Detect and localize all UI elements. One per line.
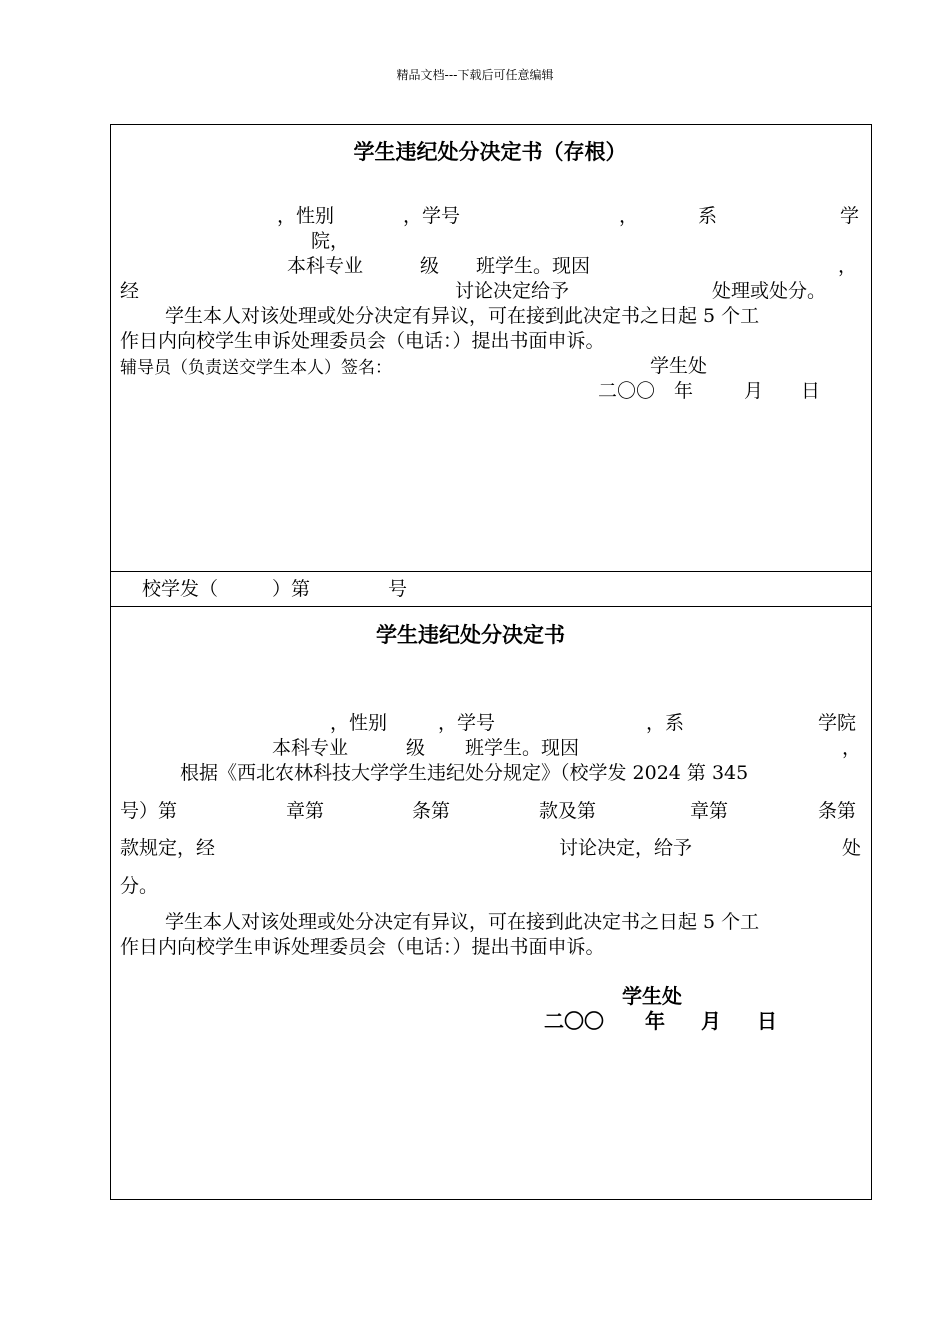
decision-article-f: 条第 [818, 800, 857, 822]
decision-regulation-line: 根据《西北农林科技大学学生违纪处分规定》（校学发 2024 第 345 [180, 762, 749, 784]
decision-appeal-line2: 作日内向校学生申诉处理委员会（电话：）提出书面申诉。 [120, 936, 605, 958]
docno-prefix: 校学发（ [142, 578, 219, 600]
decision-class-label: 班学生。现因 [465, 737, 580, 759]
decision-date-month: 月 [701, 1009, 721, 1033]
stub-title: 学生违纪处分决定书（存根） [353, 140, 627, 164]
stub-date-month: 月 [744, 380, 764, 402]
decision-date-year: 二〇〇 [544, 1009, 604, 1033]
stub-comma: ， [619, 205, 639, 227]
stub-date-year: 二〇〇 年 [598, 380, 694, 402]
decision-fen: 分。 [120, 875, 159, 897]
decision-comma: ， [842, 737, 862, 759]
decision-rule-a: 款规定，经 [120, 837, 216, 859]
stub-id-label: ，学号 [403, 205, 461, 227]
divider-stub-bottom [111, 571, 871, 572]
decision-rule-c: 处 [842, 837, 862, 859]
stub-discuss: 讨论决定给予 [455, 280, 570, 302]
decision-office: 学生处 [622, 984, 682, 1008]
stub-major-label: 本科专业 [287, 255, 364, 277]
stub-yuan: 院， [311, 230, 350, 252]
stub-xue: 学 [840, 205, 860, 227]
stub-jing: 经 [120, 280, 140, 302]
decision-grade-label: 级 [406, 737, 426, 759]
decision-article-c: 条第 [412, 800, 451, 822]
stub-comma-2: ， [838, 255, 858, 277]
docno-mid: ）第 [272, 578, 311, 600]
stub-appeal-line2: 作日内向校学生申诉处理委员会（电话：）提出书面申诉。 [120, 330, 605, 352]
decision-date-nian: 年 [645, 1009, 665, 1033]
decision-id-label: ，学号 [438, 712, 496, 734]
decision-article-a: 号）第 [120, 800, 178, 822]
decision-major-label: 本科专业 [272, 737, 349, 759]
stub-date-day: 日 [801, 380, 821, 402]
stub-appeal-line1: 学生本人对该处理或处分决定有异议，可在接到此决定书之日起 5 个工 [165, 305, 760, 327]
stub-counselor-signature: 辅导员（负责送交学生本人）签名： [120, 358, 392, 378]
stub-office: 学生处 [650, 355, 708, 377]
page-header-note: 精品文档---下载后可任意编辑 [396, 68, 554, 82]
stub-class-label: 班学生。现因 [476, 255, 591, 277]
docno-suffix: 号 [388, 578, 408, 600]
stub-dept-label: 系 [698, 205, 718, 227]
decision-gender-label: ，性别 [330, 712, 388, 734]
decision-article-e: 章第 [690, 800, 729, 822]
decision-appeal-line1: 学生本人对该处理或处分决定有异议，可在接到此决定书之日起 5 个工 [165, 911, 760, 933]
decision-dept-label: ，系 [646, 712, 685, 734]
decision-rule-b: 讨论决定，给予 [559, 837, 693, 859]
decision-college-label: 学院 [818, 712, 857, 734]
decision-title: 学生违纪处分决定书 [376, 623, 565, 647]
decision-article-b: 章第 [286, 800, 325, 822]
stub-grade-label: 级 [420, 255, 440, 277]
decision-date-day: 日 [757, 1009, 777, 1033]
stub-gender-label: ，性别 [277, 205, 335, 227]
divider-docno-bottom [111, 606, 871, 607]
stub-punish: 处理或处分。 [712, 280, 827, 302]
decision-article-d: 款及第 [539, 800, 597, 822]
